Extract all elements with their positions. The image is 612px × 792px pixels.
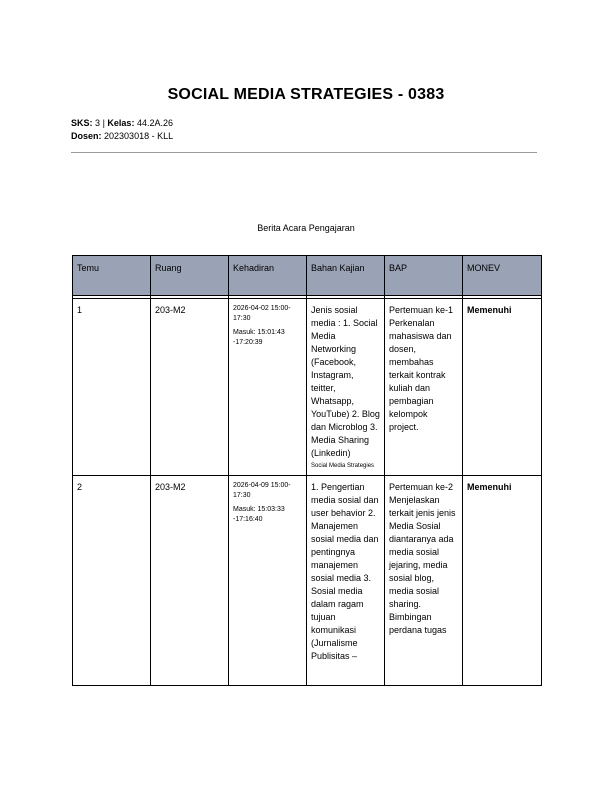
table-caption: Berita Acara Pengajaran	[257, 223, 355, 233]
dosen-value: 202303018 - KLL	[104, 131, 174, 141]
dosen-label: Dosen:	[71, 131, 102, 141]
cell-ruang: 203-M2	[151, 476, 229, 686]
cell-bap: Pertemuan ke-2 Menjelaskan terkait jenis jenis Media Sosial diantaranya ada media sosial jejaring, media sosial blog, media sosial sharing. Bimbingan perdana tugas	[385, 476, 463, 686]
meta-separator: |	[102, 118, 105, 128]
divider-line	[71, 152, 537, 153]
kehadiran-jadwal: 2026-04-09 15:00-17:30	[233, 482, 291, 499]
cell-temu: 2	[73, 476, 151, 686]
bahan-kajian-text: Jenis sosial media : 1. Social Media Networking (Facebook, Instagram, teitter, Whatsapp, YouTube) 2. Blog dan Microblog 3. Media Sharing (Linkedin)	[311, 305, 380, 458]
cell-kehadiran	[229, 299, 307, 476]
cell-monev: Memenuhi	[463, 476, 542, 686]
kehadiran-jadwal: 2026-04-02 15:00-17:30	[233, 305, 291, 322]
kelas-label: Kelas:	[107, 118, 135, 128]
document-title: SOCIAL MEDIA STRATEGIES - 0383	[167, 86, 445, 103]
header-kehadiran: Kehadiran	[229, 256, 307, 296]
table-row	[73, 299, 542, 476]
header-bap: BAP	[385, 256, 463, 296]
lecturer-meta-line	[71, 130, 173, 142]
teaching-record-table	[72, 255, 542, 686]
table-header-row	[73, 256, 542, 296]
header-temu: Temu	[73, 256, 151, 296]
kelas-value: 44.2A.26	[136, 118, 173, 128]
cell-bap: Pertemuan ke-1 Perkenalan mahasiswa dan dosen, membahas terkait kontrak kuliah dan pembagian kelompok project.	[385, 299, 463, 476]
cell-bahan-kajian: 1. Pengertian media sosial dan user behavior 2. Manajemen sosial media dan pentingnya manajemen sosial media 3. Sosial media dalam ragam tujuan komunikasi (Jurnalisme Publisitas –	[307, 476, 385, 686]
cell-monev: Memenuhi	[463, 299, 542, 476]
header-ruang: Ruang	[151, 256, 229, 296]
kehadiran-masuk: Masuk: 15:03:33 -17:16:40	[233, 506, 285, 523]
cell-bahan-kajian	[307, 299, 385, 476]
kehadiran-masuk: Masuk: 15:01:43 -17:20:39	[233, 329, 285, 346]
cell-ruang: 203-M2	[151, 299, 229, 476]
table-row	[73, 476, 542, 686]
course-meta-line	[71, 117, 173, 129]
cell-temu: 1	[73, 299, 151, 476]
cell-kehadiran	[229, 476, 307, 686]
sks-value: 3	[95, 118, 101, 128]
sks-label: SKS:	[71, 118, 93, 128]
header-monev: MONEV	[463, 256, 542, 296]
bahan-kajian-note: Social Media Strategies	[311, 463, 375, 469]
header-bahan-kajian: Bahan Kajian	[307, 256, 385, 296]
